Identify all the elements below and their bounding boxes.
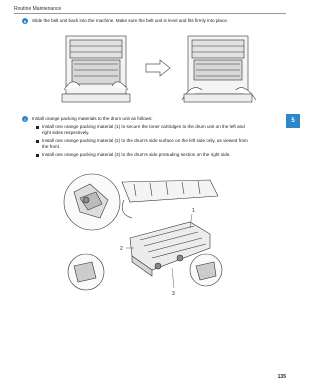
running-header: Routine Maintenance	[14, 6, 62, 12]
bottom-left-callout-detail	[68, 254, 104, 290]
step-i-badge: i	[22, 116, 28, 122]
printer-before-illustration	[62, 36, 130, 102]
left-callout-detail	[64, 174, 120, 230]
belt-unit-figure	[60, 30, 260, 110]
page-number: 135	[277, 374, 286, 380]
step-h-text: Slide the belt unit back into the machine. Make sure the belt unit is level and fits firmly into place.	[32, 18, 229, 23]
bullet-1-line-2: right sides respectively.	[42, 130, 90, 135]
bullet-item-3	[42, 152, 286, 158]
bullet-marker	[36, 154, 39, 157]
chapter-tab: 5	[286, 114, 300, 128]
bullet-2-line-2: the front.	[42, 144, 61, 149]
bullet-marker	[36, 126, 39, 129]
drum-unit-figure	[60, 170, 230, 300]
drum-top-illustration	[122, 180, 218, 218]
bullet-3-line-1: Install one orange packing material (3) to the drum's side protruding section on the right side.	[42, 152, 231, 157]
bullet-2-line-1: Install one orange packing material (2) to the drum's side surface on the left side only, as viewed from	[42, 138, 248, 143]
right-arrow-icon	[146, 60, 170, 76]
callout-label-2: 2	[120, 246, 123, 252]
printer-after-illustration	[182, 36, 256, 102]
bullet-marker	[36, 140, 39, 143]
bottom-right-callout-detail	[190, 254, 222, 286]
callout-label-3: 3	[172, 291, 175, 297]
bullet-1-line-1: Install one orange packing material (1) to secure the toner cartridges to the drum unit on the left and	[42, 124, 245, 129]
bullet-item-1	[42, 124, 286, 136]
step-h-badge: h	[23, 18, 27, 24]
step-i-text: Install orange packing materials to the drum unit as follows:	[32, 116, 153, 121]
bullet-item-2	[42, 138, 286, 150]
header-divider	[14, 13, 286, 14]
callout-label-1: 1	[192, 208, 195, 214]
